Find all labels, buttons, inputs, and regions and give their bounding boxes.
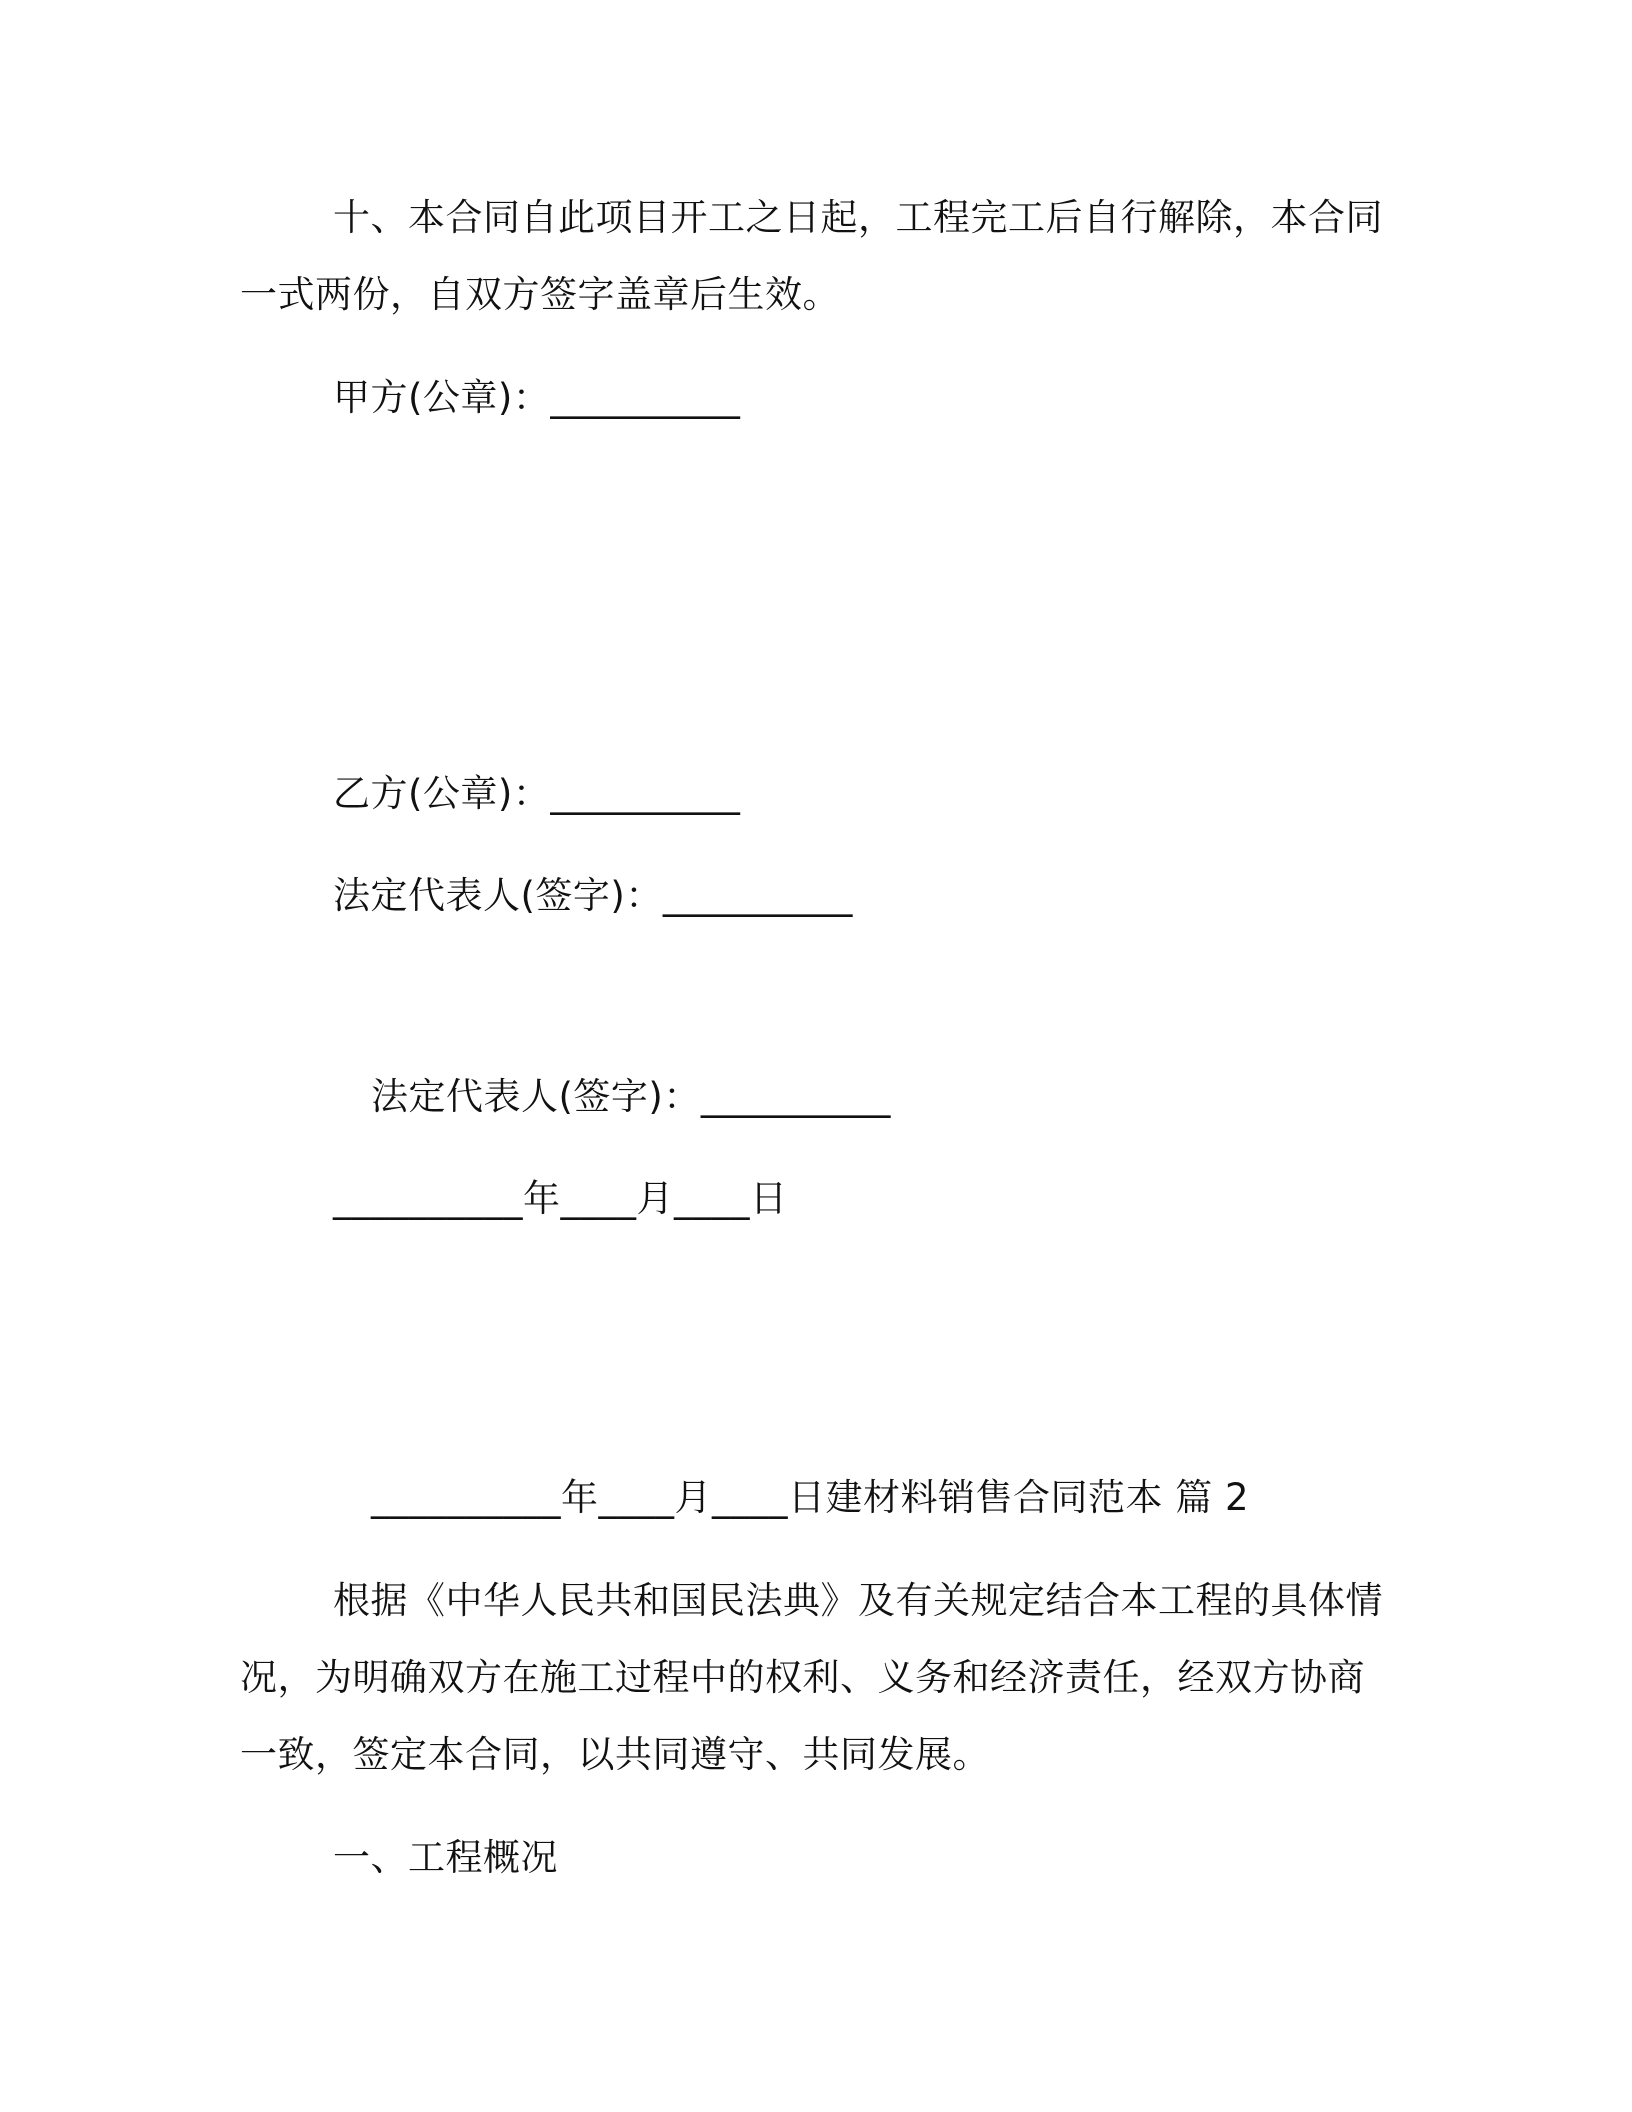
signature-date: __________年____月____日 [333, 1177, 788, 1220]
party-a-seal: 甲方(公章)：__________ [333, 376, 741, 419]
legal-representative-signature-2: 法定代表人(签字)：__________ [371, 1075, 891, 1118]
intro-paragraph-line-2: 况，为明确双方在施工过程中的权利、义务和经济责任，经双方协商 [240, 1656, 1365, 1699]
section-two-heading: __________年____月____日建材料销售合同范本 篇 2 [371, 1476, 1250, 1519]
party-b-seal: 乙方(公章)：__________ [333, 772, 741, 815]
intro-paragraph-line-1: 根据《中华人民共和国民法典》及有关规定结合本工程的具体情 [333, 1579, 1383, 1622]
project-overview-heading: 一、工程概况 [333, 1836, 558, 1879]
clause-ten-line-2: 一式两份，自双方签字盖章后生效。 [240, 273, 840, 316]
intro-paragraph-line-3: 一致，签定本合同，以共同遵守、共同发展。 [240, 1733, 990, 1776]
clause-ten-line-1: 十、本合同自此项目开工之日起，工程完工后自行解除，本合同 [333, 196, 1383, 239]
legal-representative-signature-1: 法定代表人(签字)：__________ [333, 874, 853, 917]
